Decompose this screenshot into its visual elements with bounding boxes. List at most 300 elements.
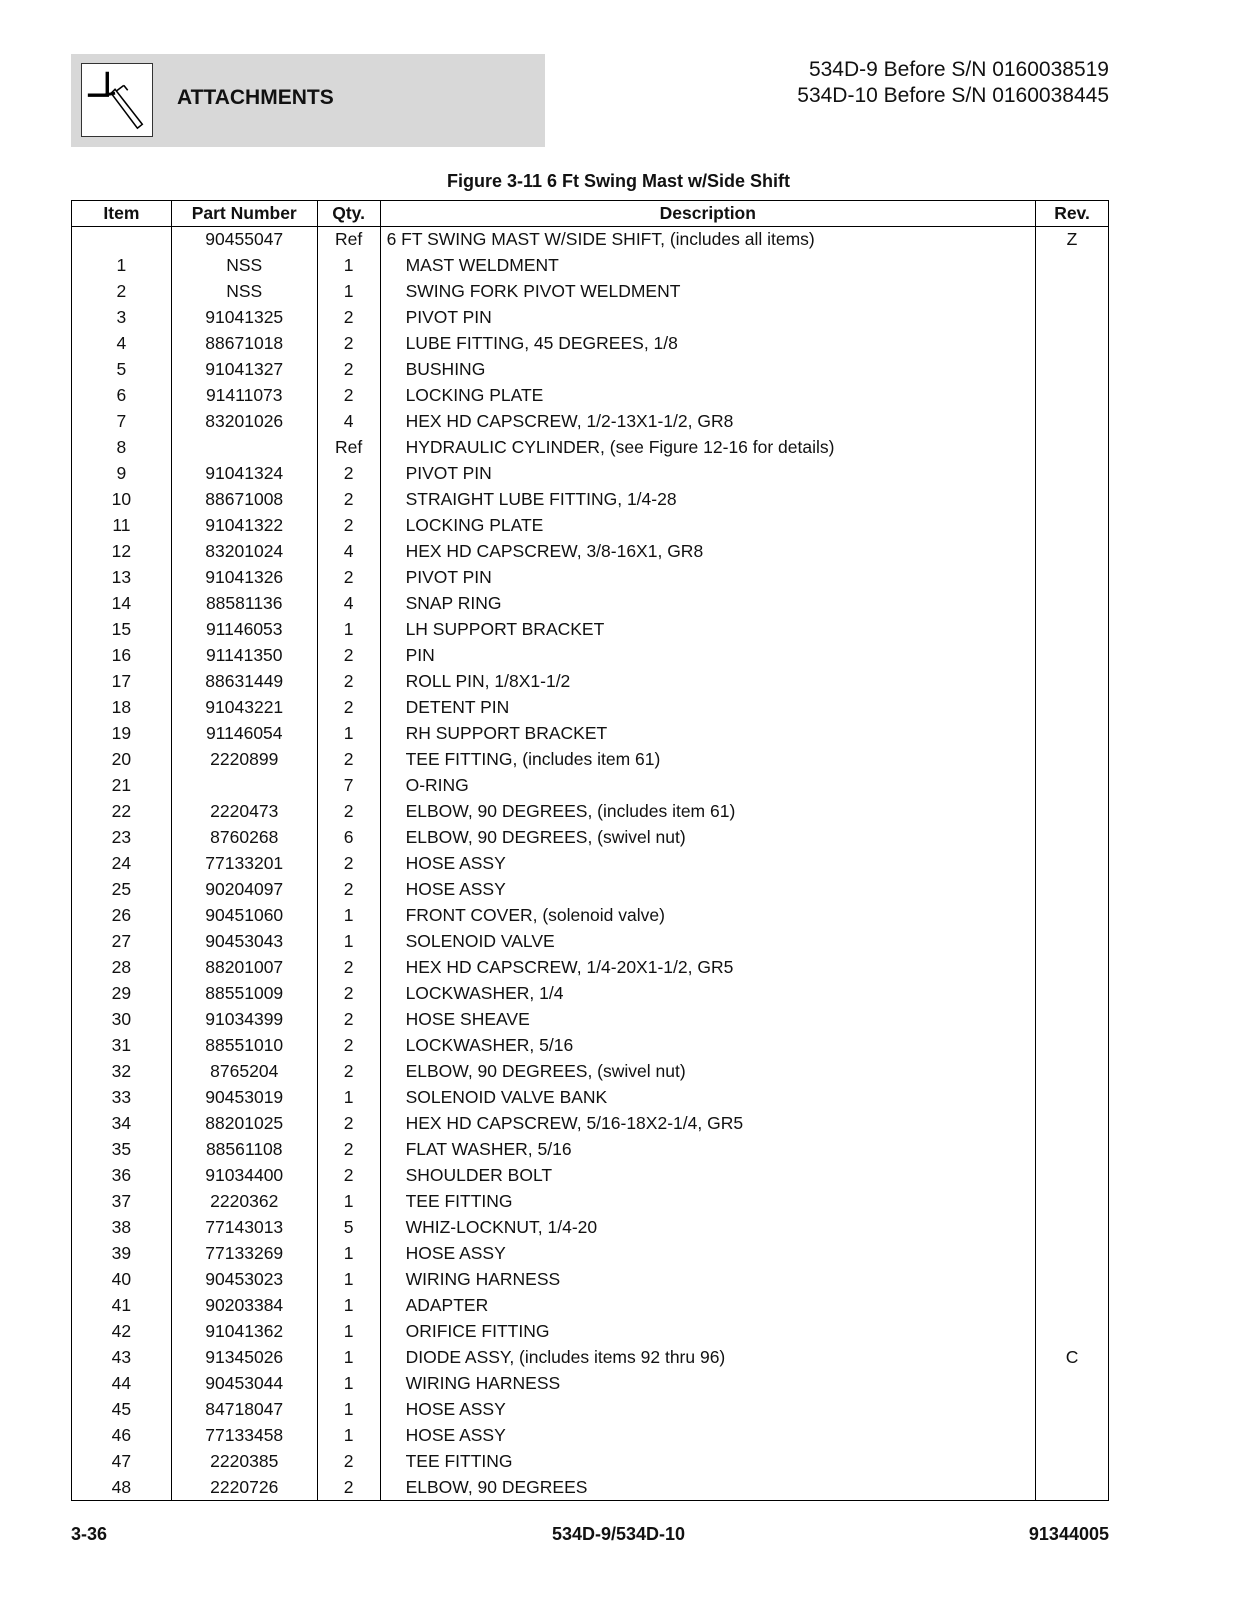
cell-description: TEE FITTING [380, 1189, 1035, 1215]
cell-qty: 1 [317, 929, 380, 955]
cell-part-number: 90451060 [171, 903, 317, 929]
cell-item: 7 [72, 409, 172, 435]
cell-item: 15 [72, 617, 172, 643]
cell-part-number: 77133269 [171, 1241, 317, 1267]
cell-item: 10 [72, 487, 172, 513]
table-row [72, 1163, 1109, 1189]
cell-part-number: 91141350 [171, 643, 317, 669]
cell-rev [1036, 357, 1109, 383]
table-row [72, 1319, 1109, 1345]
cell-qty: 1 [317, 1085, 380, 1111]
cell-part-number: 91146054 [171, 721, 317, 747]
cell-item: 40 [72, 1267, 172, 1293]
table-row [72, 799, 1109, 825]
cell-item: 11 [72, 513, 172, 539]
cell-description: LUBE FITTING, 45 DEGREES, 1/8 [380, 331, 1035, 357]
table-row [72, 955, 1109, 981]
cell-part-number: 83201024 [171, 539, 317, 565]
table-row [72, 1449, 1109, 1475]
cell-item: 41 [72, 1293, 172, 1319]
cell-item: 6 [72, 383, 172, 409]
cell-item: 20 [72, 747, 172, 773]
cell-part-number: 90453044 [171, 1371, 317, 1397]
cell-description: PIN [380, 643, 1035, 669]
cell-part-number: 90203384 [171, 1293, 317, 1319]
cell-rev [1036, 1137, 1109, 1163]
cell-item: 16 [72, 643, 172, 669]
cell-part-number: 91411073 [171, 383, 317, 409]
cell-description: MAST WELDMENT [380, 253, 1035, 279]
cell-qty: 4 [317, 409, 380, 435]
cell-item: 34 [72, 1111, 172, 1137]
cell-part-number: NSS [171, 253, 317, 279]
cell-rev [1036, 851, 1109, 877]
cell-qty: 1 [317, 253, 380, 279]
cell-description: FRONT COVER, (solenoid valve) [380, 903, 1035, 929]
cell-rev [1036, 513, 1109, 539]
cell-item: 47 [72, 1449, 172, 1475]
table-row [72, 1423, 1109, 1449]
cell-description: HEX HD CAPSCREW, 3/8-16X1, GR8 [380, 539, 1035, 565]
cell-item: 32 [72, 1059, 172, 1085]
cell-rev [1036, 747, 1109, 773]
cell-part-number: 90204097 [171, 877, 317, 903]
cell-qty: 2 [317, 1163, 380, 1189]
table-row [72, 331, 1109, 357]
cell-description: ADAPTER [380, 1293, 1035, 1319]
cell-rev [1036, 409, 1109, 435]
column-header-part-number: Part Number [171, 201, 317, 227]
cell-description: SHOULDER BOLT [380, 1163, 1035, 1189]
cell-qty: 1 [317, 617, 380, 643]
cell-part-number: 88671018 [171, 331, 317, 357]
table-row [72, 227, 1109, 253]
cell-qty: 2 [317, 695, 380, 721]
cell-rev [1036, 1449, 1109, 1475]
cell-item: 36 [72, 1163, 172, 1189]
cell-item: 33 [72, 1085, 172, 1111]
cell-rev [1036, 929, 1109, 955]
cell-qty: 4 [317, 539, 380, 565]
table-row [72, 253, 1109, 279]
cell-rev [1036, 773, 1109, 799]
model-label: 534D-9/534D-10 [551, 1524, 686, 1544]
cell-qty: 2 [317, 383, 380, 409]
cell-qty: 1 [317, 903, 380, 929]
cell-rev [1036, 721, 1109, 747]
cell-part-number: 91146053 [171, 617, 317, 643]
cell-qty: 2 [317, 1059, 380, 1085]
cell-item: 3 [72, 305, 172, 331]
cell-item: 17 [72, 669, 172, 695]
cell-rev [1036, 305, 1109, 331]
cell-rev [1036, 331, 1109, 357]
cell-item: 46 [72, 1423, 172, 1449]
cell-qty: 1 [317, 721, 380, 747]
cell-rev [1036, 981, 1109, 1007]
cell-part-number: 2220385 [171, 1449, 317, 1475]
cell-rev [1036, 1215, 1109, 1241]
cell-part-number: 2220899 [171, 747, 317, 773]
document-number: 91344005 [1028, 1524, 1109, 1544]
cell-item: 12 [72, 539, 172, 565]
cell-description: LOCKING PLATE [380, 513, 1035, 539]
cell-item [72, 227, 172, 253]
cell-description: BUSHING [380, 357, 1035, 383]
cell-part-number: NSS [171, 279, 317, 305]
cell-item: 2 [72, 279, 172, 305]
cell-qty: 1 [317, 1189, 380, 1215]
table-row [72, 1475, 1109, 1501]
cell-rev [1036, 903, 1109, 929]
cell-qty: 1 [317, 1345, 380, 1371]
cell-part-number: 8760268 [171, 825, 317, 851]
table-row [72, 825, 1109, 851]
cell-item: 5 [72, 357, 172, 383]
cell-rev [1036, 1111, 1109, 1137]
parts-table [71, 200, 1109, 1501]
cell-qty: 6 [317, 825, 380, 851]
cell-rev [1036, 1059, 1109, 1085]
column-header-description: Description [380, 201, 1035, 227]
cell-description: HEX HD CAPSCREW, 5/16-18X2-1/4, GR5 [380, 1111, 1035, 1137]
cell-part-number [171, 773, 317, 799]
column-header-item: Item [72, 201, 172, 227]
cell-description: DIODE ASSY, (includes items 92 thru 96) [380, 1345, 1035, 1371]
cell-qty: 1 [317, 1423, 380, 1449]
table-row [72, 1189, 1109, 1215]
cell-description: LH SUPPORT BRACKET [380, 617, 1035, 643]
cell-qty: Ref [317, 227, 380, 253]
cell-description: SWING FORK PIVOT WELDMENT [380, 279, 1035, 305]
cell-qty: 1 [317, 1371, 380, 1397]
table-row [72, 851, 1109, 877]
cell-part-number: 2220726 [171, 1475, 317, 1501]
table-row [72, 1059, 1109, 1085]
cell-qty: 2 [317, 565, 380, 591]
table-row [72, 1397, 1109, 1423]
cell-part-number: 88631449 [171, 669, 317, 695]
table-row [72, 461, 1109, 487]
cell-description: ORIFICE FITTING [380, 1319, 1035, 1345]
cell-qty: 4 [317, 591, 380, 617]
page-number: 3-36 [71, 1524, 108, 1544]
cell-item: 13 [72, 565, 172, 591]
cell-description: WIRING HARNESS [380, 1371, 1035, 1397]
cell-description: HEX HD CAPSCREW, 1/4-20X1-1/2, GR5 [380, 955, 1035, 981]
cell-item: 4 [72, 331, 172, 357]
cell-qty: 1 [317, 1293, 380, 1319]
cell-description: PIVOT PIN [380, 461, 1035, 487]
table-row [72, 617, 1109, 643]
cell-description: ELBOW, 90 DEGREES, (includes item 61) [380, 799, 1035, 825]
column-header-qty: Qty. [317, 201, 380, 227]
cell-item: 18 [72, 695, 172, 721]
cell-part-number: 88561108 [171, 1137, 317, 1163]
cell-rev [1036, 1189, 1109, 1215]
cell-rev [1036, 487, 1109, 513]
cell-item: 38 [72, 1215, 172, 1241]
cell-description: DETENT PIN [380, 695, 1035, 721]
cell-description: ROLL PIN, 1/8X1-1/2 [380, 669, 1035, 695]
cell-part-number: 91041322 [171, 513, 317, 539]
cell-qty: 2 [317, 461, 380, 487]
cell-rev [1036, 877, 1109, 903]
cell-item: 37 [72, 1189, 172, 1215]
cell-qty: 2 [317, 1449, 380, 1475]
cell-description: O-RING [380, 773, 1035, 799]
cell-rev [1036, 1371, 1109, 1397]
cell-qty: 2 [317, 981, 380, 1007]
cell-qty: 1 [317, 1241, 380, 1267]
cell-qty: 2 [317, 513, 380, 539]
cell-rev [1036, 1007, 1109, 1033]
table-row [72, 1007, 1109, 1033]
cell-rev [1036, 799, 1109, 825]
table-row [72, 1293, 1109, 1319]
table-row [72, 1267, 1109, 1293]
cell-rev [1036, 435, 1109, 461]
cell-rev [1036, 1163, 1109, 1189]
cell-item: 28 [72, 955, 172, 981]
cell-description: ELBOW, 90 DEGREES, (swivel nut) [380, 1059, 1035, 1085]
cell-item: 23 [72, 825, 172, 851]
cell-qty: 2 [317, 955, 380, 981]
cell-item: 48 [72, 1475, 172, 1501]
cell-qty: 1 [317, 279, 380, 305]
cell-rev [1036, 253, 1109, 279]
cell-rev [1036, 1241, 1109, 1267]
cell-description: HYDRAULIC CYLINDER, (see Figure 12-16 for details) [380, 435, 1035, 461]
cell-item: 43 [72, 1345, 172, 1371]
cell-qty: 2 [317, 669, 380, 695]
table-row [72, 1345, 1109, 1371]
cell-qty: 2 [317, 1033, 380, 1059]
cell-item: 42 [72, 1319, 172, 1345]
cell-rev [1036, 383, 1109, 409]
cell-item: 1 [72, 253, 172, 279]
table-row [72, 539, 1109, 565]
table-row [72, 643, 1109, 669]
cell-description: HOSE ASSY [380, 851, 1035, 877]
cell-description: LOCKWASHER, 5/16 [380, 1033, 1035, 1059]
table-row [72, 721, 1109, 747]
cell-description: ELBOW, 90 DEGREES, (swivel nut) [380, 825, 1035, 851]
cell-description: 6 FT SWING MAST W/SIDE SHIFT, (includes all items) [380, 227, 1035, 253]
cell-part-number: 90455047 [171, 227, 317, 253]
cell-description: RH SUPPORT BRACKET [380, 721, 1035, 747]
cell-rev [1036, 1085, 1109, 1111]
column-header-rev: Rev. [1036, 201, 1109, 227]
table-row [72, 903, 1109, 929]
table-row [72, 435, 1109, 461]
cell-qty: 2 [317, 305, 380, 331]
attachments-icon [81, 63, 153, 137]
cell-part-number: 77133458 [171, 1423, 317, 1449]
cell-item: 35 [72, 1137, 172, 1163]
cell-part-number: 88551009 [171, 981, 317, 1007]
cell-item: 26 [72, 903, 172, 929]
table-row [72, 695, 1109, 721]
cell-item: 25 [72, 877, 172, 903]
table-row [72, 487, 1109, 513]
cell-item: 39 [72, 1241, 172, 1267]
cell-description: LOCKWASHER, 1/4 [380, 981, 1035, 1007]
cell-part-number: 88581136 [171, 591, 317, 617]
cell-rev [1036, 643, 1109, 669]
cell-item: 8 [72, 435, 172, 461]
cell-qty: 1 [317, 1397, 380, 1423]
cell-qty: 1 [317, 1267, 380, 1293]
cell-item: 24 [72, 851, 172, 877]
cell-description: STRAIGHT LUBE FITTING, 1/4-28 [380, 487, 1035, 513]
cell-rev [1036, 1293, 1109, 1319]
cell-part-number: 91043221 [171, 695, 317, 721]
cell-description: WHIZ-LOCKNUT, 1/4-20 [380, 1215, 1035, 1241]
cell-rev [1036, 1319, 1109, 1345]
cell-part-number: 77133201 [171, 851, 317, 877]
cell-item: 29 [72, 981, 172, 1007]
section-title: ATTACHMENTS [177, 86, 334, 109]
cell-qty: Ref [317, 435, 380, 461]
table-row [72, 877, 1109, 903]
cell-part-number: 88201025 [171, 1111, 317, 1137]
cell-rev [1036, 539, 1109, 565]
section-header [71, 54, 545, 147]
table-row [72, 1111, 1109, 1137]
cell-part-number: 77143013 [171, 1215, 317, 1241]
cell-item: 9 [72, 461, 172, 487]
cell-part-number: 8765204 [171, 1059, 317, 1085]
cell-item: 27 [72, 929, 172, 955]
cell-description: HOSE SHEAVE [380, 1007, 1035, 1033]
table-row [72, 591, 1109, 617]
cell-part-number: 88201007 [171, 955, 317, 981]
cell-rev [1036, 461, 1109, 487]
cell-part-number: 88551010 [171, 1033, 317, 1059]
table-row [72, 357, 1109, 383]
cell-rev [1036, 695, 1109, 721]
cell-description: HOSE ASSY [380, 877, 1035, 903]
cell-part-number: 91034399 [171, 1007, 317, 1033]
cell-description: HOSE ASSY [380, 1423, 1035, 1449]
cell-part-number: 91345026 [171, 1345, 317, 1371]
cell-rev [1036, 1033, 1109, 1059]
cell-part-number: 2220362 [171, 1189, 317, 1215]
cell-item: 31 [72, 1033, 172, 1059]
cell-part-number: 90453043 [171, 929, 317, 955]
cell-description: ELBOW, 90 DEGREES [380, 1475, 1035, 1501]
table-row [72, 383, 1109, 409]
cell-qty: 2 [317, 331, 380, 357]
cell-rev [1036, 825, 1109, 851]
table-row [72, 773, 1109, 799]
cell-description: HOSE ASSY [380, 1397, 1035, 1423]
cell-rev [1036, 565, 1109, 591]
cell-item: 14 [72, 591, 172, 617]
parts-table-body [72, 227, 1109, 1501]
cell-qty: 5 [317, 1215, 380, 1241]
cell-rev [1036, 279, 1109, 305]
table-row [72, 565, 1109, 591]
cell-rev [1036, 591, 1109, 617]
cell-item: 22 [72, 799, 172, 825]
table-row [72, 669, 1109, 695]
table-header-row [72, 201, 1109, 227]
cell-part-number: 90453019 [171, 1085, 317, 1111]
cell-item: 21 [72, 773, 172, 799]
cell-description: WIRING HARNESS [380, 1267, 1035, 1293]
cell-description: HEX HD CAPSCREW, 1/2-13X1-1/2, GR8 [380, 409, 1035, 435]
cell-item: 30 [72, 1007, 172, 1033]
cell-qty: 2 [317, 1475, 380, 1501]
cell-description: SOLENOID VALVE BANK [380, 1085, 1035, 1111]
table-row [72, 409, 1109, 435]
cell-qty: 2 [317, 799, 380, 825]
cell-qty: 2 [317, 851, 380, 877]
cell-part-number: 91041326 [171, 565, 317, 591]
cell-qty: 7 [317, 773, 380, 799]
cell-item: 45 [72, 1397, 172, 1423]
cell-rev: C [1036, 1345, 1109, 1371]
cell-description: TEE FITTING, (includes item 61) [380, 747, 1035, 773]
table-row [72, 279, 1109, 305]
cell-part-number: 88671008 [171, 487, 317, 513]
table-row [72, 1137, 1109, 1163]
cell-rev [1036, 1267, 1109, 1293]
table-row [72, 1215, 1109, 1241]
cell-qty: 2 [317, 877, 380, 903]
table-row [72, 1033, 1109, 1059]
serial-number-block [797, 57, 1109, 109]
cell-description: SNAP RING [380, 591, 1035, 617]
cell-rev: Z [1036, 227, 1109, 253]
figure-title: Figure 3-11 6 Ft Swing Mast w/Side Shift [446, 171, 791, 191]
table-row [72, 1241, 1109, 1267]
serial-number-line-2: 534D-10 Before S/N 0160038445 [797, 84, 1109, 107]
cell-item: 19 [72, 721, 172, 747]
cell-part-number: 91041325 [171, 305, 317, 331]
cell-rev [1036, 617, 1109, 643]
cell-rev [1036, 1397, 1109, 1423]
cell-description: LOCKING PLATE [380, 383, 1035, 409]
table-row [72, 981, 1109, 1007]
table-row [72, 513, 1109, 539]
table-row [72, 1371, 1109, 1397]
cell-part-number: 2220473 [171, 799, 317, 825]
cell-qty: 2 [317, 747, 380, 773]
cell-rev [1036, 1475, 1109, 1501]
cell-part-number [171, 435, 317, 461]
cell-qty: 2 [317, 1111, 380, 1137]
cell-description: PIVOT PIN [380, 305, 1035, 331]
cell-part-number: 91041324 [171, 461, 317, 487]
cell-rev [1036, 1423, 1109, 1449]
cell-rev [1036, 669, 1109, 695]
cell-part-number: 90453023 [171, 1267, 317, 1293]
serial-number-line-1: 534D-9 Before S/N 0160038519 [808, 58, 1109, 81]
cell-part-number: 91041362 [171, 1319, 317, 1345]
cell-qty: 2 [317, 1007, 380, 1033]
cell-rev [1036, 955, 1109, 981]
cell-description: FLAT WASHER, 5/16 [380, 1137, 1035, 1163]
cell-description: HOSE ASSY [380, 1241, 1035, 1267]
cell-description: PIVOT PIN [380, 565, 1035, 591]
cell-qty: 1 [317, 1319, 380, 1345]
cell-description: SOLENOID VALVE [380, 929, 1035, 955]
cell-part-number: 91041327 [171, 357, 317, 383]
cell-part-number: 91034400 [171, 1163, 317, 1189]
